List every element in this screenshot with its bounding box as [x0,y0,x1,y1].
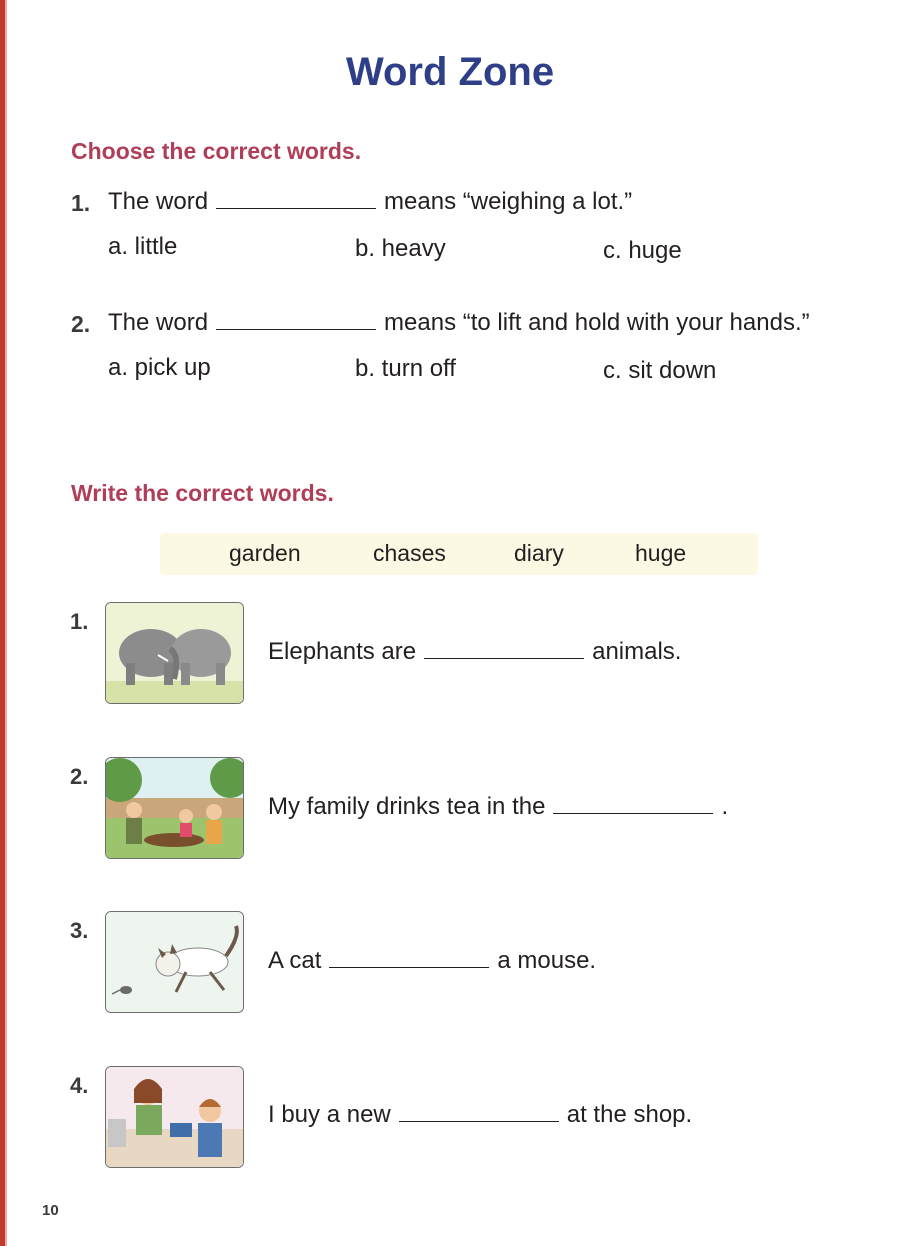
answer-blank[interactable] [216,188,376,209]
option-a[interactable]: a. pick up [108,354,211,381]
item-number: 2. [70,764,89,789]
elephants-illustration [105,602,244,704]
question-after: means “weighing a lot.” [384,188,633,215]
word-bank [160,533,758,575]
sentence-before: My family drinks tea in the [268,793,546,820]
question-before: The word [108,188,209,215]
question-text [108,309,810,337]
garden-tea-illustration [105,757,244,859]
sentence [268,793,728,821]
question-number: 1. [71,190,91,216]
question-before: The word [108,309,209,336]
answer-blank[interactable] [399,1101,559,1122]
option-c[interactable]: c. huge [603,237,682,264]
option-b[interactable]: b. heavy [355,235,446,262]
section-heading-write: Write the correct words. [71,480,334,506]
word-bank-item: garden [229,540,301,566]
page-number: 10 [42,1202,59,1219]
item-number: 4. [70,1073,89,1098]
sentence-before: A cat [268,947,322,974]
sentence-before: Elephants are [268,638,417,665]
answer-blank[interactable] [329,947,489,968]
answer-blank[interactable] [553,793,713,814]
sentence-after: at the shop. [566,1101,693,1128]
option-b[interactable]: b. turn off [355,355,456,382]
sentence-after: a mouse. [497,947,597,974]
answer-blank[interactable] [216,309,376,330]
word-bank-item: chases [373,540,446,566]
option-c[interactable]: c. sit down [603,357,717,384]
sentence [268,638,681,666]
item-number: 1. [70,609,89,634]
sentence-before: I buy a new [268,1101,391,1128]
cat-chasing-mouse-illustration [105,911,244,1013]
page-title: Word Zone [345,50,555,94]
shop-diary-illustration [105,1066,244,1168]
section-heading-choose: Choose the correct words. [71,138,362,164]
sentence-after: . [721,793,729,820]
sentence-after: animals. [592,638,682,665]
question-text [108,188,632,216]
answer-blank[interactable] [424,638,584,659]
word-bank-item: huge [635,540,687,566]
sentence [268,947,596,975]
word-bank-item: diary [514,540,564,566]
option-a[interactable]: a. little [108,233,178,260]
sentence [268,1101,692,1129]
page-edge-stripe-light [5,0,7,1246]
item-number: 3. [70,918,89,943]
question-number: 2. [71,311,91,337]
question-after: means “to lift and hold with your hands.” [384,309,810,336]
